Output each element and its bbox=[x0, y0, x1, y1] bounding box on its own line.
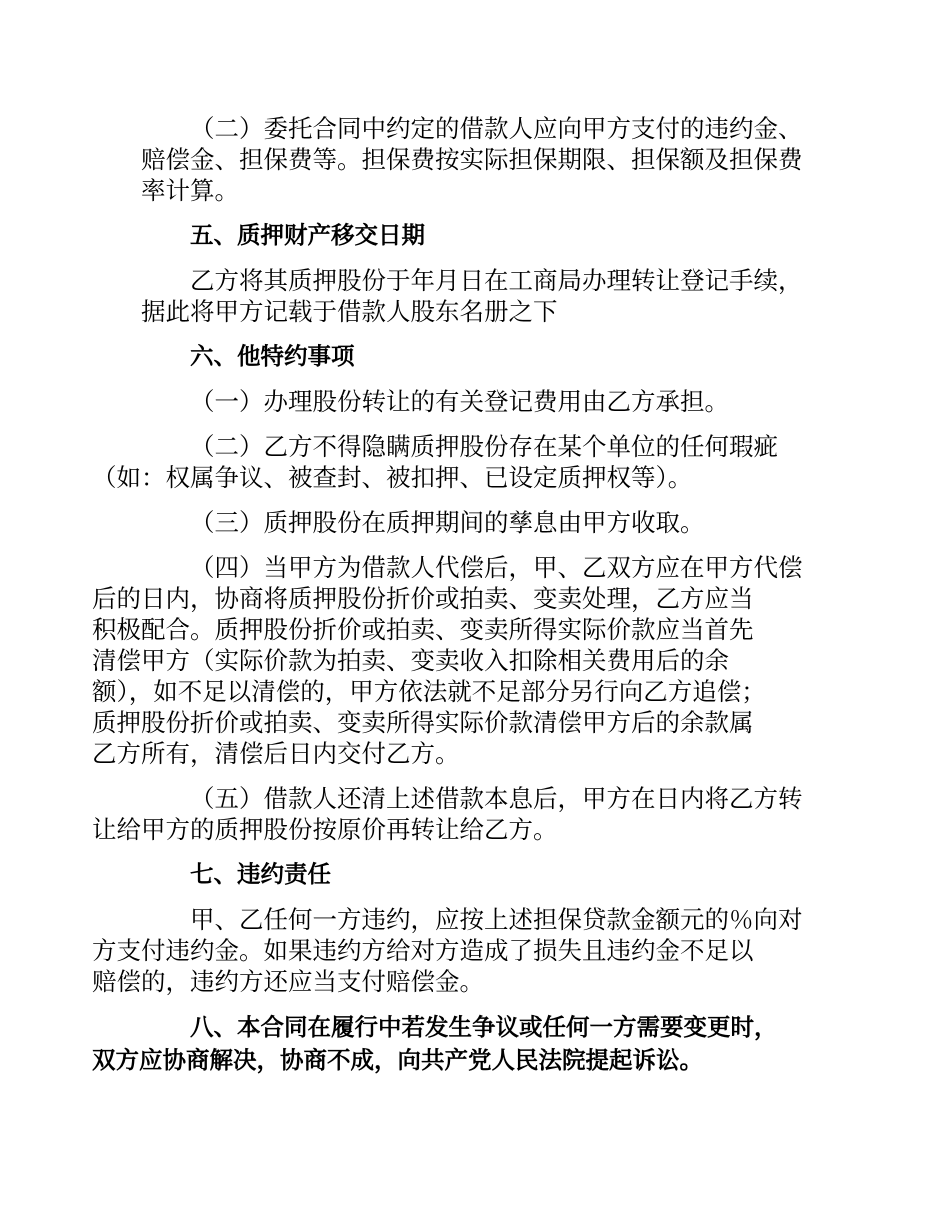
section-heading-5: 五、质押财产移交日期 bbox=[190, 221, 425, 249]
paragraph-guarantee-fee bbox=[141, 113, 811, 206]
text-line: （如：权属争议、被查封、被扣押、已设定质押权等）。 bbox=[92, 463, 693, 492]
text-line: 乙方所有，清偿后日内交付乙方。 bbox=[92, 739, 460, 768]
text-line: 双方应协商解决，协商不成，向共产党人民法院提起诉讼。 bbox=[92, 1046, 703, 1074]
paragraph-breach bbox=[92, 904, 811, 997]
section-heading-7: 七、违约责任 bbox=[190, 860, 331, 888]
document-page bbox=[92, 113, 811, 1077]
text-line: 八、本合同在履行中若发生争议或任何一方需要变更时， bbox=[190, 1013, 778, 1041]
list-item-3: （三）质押股份在质押期间的孳息由甲方收取。 bbox=[190, 508, 705, 537]
list-item-1: （一）办理股份转让的有关登记费用由乙方承担。 bbox=[190, 387, 729, 416]
text-line: 积极配合。质押股份折价或拍卖、变卖所得实际价款应当首先 bbox=[92, 615, 754, 644]
text-line: 让给甲方的质押股份按原价再转让给乙方。 bbox=[92, 815, 558, 844]
text-line: 赔偿金、担保费等。担保费按实际担保期限、担保额及担保费 bbox=[141, 145, 803, 174]
paragraph-transfer bbox=[141, 265, 811, 327]
text-line: 赔偿的，违约方还应当支付赔偿金。 bbox=[92, 967, 484, 996]
text-line: 后的日内，协商将质押股份折价或拍卖、变卖处理，乙方应当 bbox=[92, 584, 754, 613]
section-heading-6: 六、他特约事项 bbox=[190, 342, 355, 370]
text-line: （五）借款人还清上述借款本息后，甲方在日内将乙方转 bbox=[190, 784, 803, 813]
text-line: 甲、乙任何一方违约，应按上述担保贷款金额元的％向对 bbox=[190, 905, 803, 934]
text-line: 方支付违约金。如果违约方给对方造成了损失且违约金不足以 bbox=[92, 936, 754, 965]
list-item-4 bbox=[92, 552, 811, 769]
list-item-5 bbox=[92, 783, 811, 845]
list-item-2 bbox=[92, 431, 811, 493]
text-line: 清偿甲方（实际价款为拍卖、变卖收入扣除相关费用后的余 bbox=[92, 646, 729, 675]
text-line: 质押股份折价或拍卖、变卖所得实际价款清偿甲方后的余款属 bbox=[92, 708, 754, 737]
text-line: 额），如不足以清偿的，甲方依法就不足部分另行向乙方追偿； bbox=[92, 677, 766, 706]
paragraph-dispute bbox=[92, 1011, 811, 1077]
text-line: （四）当甲方为借款人代偿后，甲、乙双方应在甲方代偿 bbox=[190, 553, 803, 582]
text-line: 乙方将其质押股份于年月日在工商局办理转让登记手续， bbox=[190, 266, 803, 295]
text-line: （二）委托合同中约定的借款人应向甲方支付的违约金、 bbox=[190, 114, 803, 143]
text-line: （二）乙方不得隐瞒质押股份存在某个单位的任何瑕疵 bbox=[190, 432, 778, 461]
text-line: 据此将甲方记载于借款人股东名册之下 bbox=[141, 297, 558, 326]
text-line: 率计算。 bbox=[141, 176, 239, 205]
